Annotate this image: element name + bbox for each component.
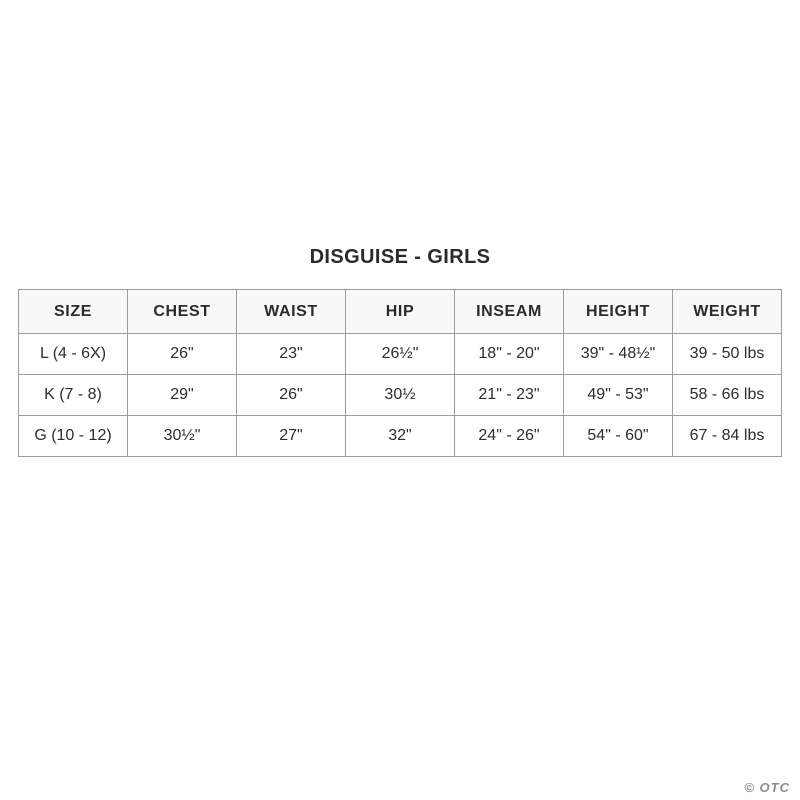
size-chart-header	[19, 290, 782, 334]
size-chart-table	[18, 289, 782, 457]
cell-height: 49" - 53"	[564, 375, 673, 416]
cell-weight: 67 - 84 lbs	[673, 416, 782, 457]
header-row	[19, 290, 782, 334]
cell-chest: 30½"	[128, 416, 237, 457]
cell-hip: 30½	[346, 375, 455, 416]
header-cell-chest: CHEST	[128, 290, 237, 334]
cell-hip: 26½"	[346, 334, 455, 375]
table-row	[19, 375, 782, 416]
cell-waist: 26"	[237, 375, 346, 416]
cell-weight: 39 - 50 lbs	[673, 334, 782, 375]
header-cell-hip: HIP	[346, 290, 455, 334]
cell-height: 39" - 48½"	[564, 334, 673, 375]
cell-size-label: G (10 - 12)	[19, 416, 128, 457]
cell-inseam: 18" - 20"	[455, 334, 564, 375]
cell-size-label: K (7 - 8)	[19, 375, 128, 416]
page-title: DISGUISE - GIRLS	[309, 246, 491, 268]
cell-inseam: 24" - 26"	[455, 416, 564, 457]
header-cell-inseam: INSEAM	[455, 290, 564, 334]
cell-waist: 23"	[237, 334, 346, 375]
otc-watermark: © OTC	[744, 780, 790, 795]
cell-chest: 29"	[128, 375, 237, 416]
cell-weight: 58 - 66 lbs	[673, 375, 782, 416]
table-row	[19, 416, 782, 457]
header-cell-waist: WAIST	[237, 290, 346, 334]
cell-inseam: 21" - 23"	[455, 375, 564, 416]
cell-size-label: L (4 - 6X)	[19, 334, 128, 375]
header-cell-weight: WEIGHT	[673, 290, 782, 334]
cell-height: 54" - 60"	[564, 416, 673, 457]
cell-waist: 27"	[237, 416, 346, 457]
header-cell-height: HEIGHT	[564, 290, 673, 334]
cell-hip: 32"	[346, 416, 455, 457]
cell-chest: 26"	[128, 334, 237, 375]
table-row	[19, 334, 782, 375]
size-chart-body	[19, 334, 782, 457]
header-cell-size: SIZE	[19, 290, 128, 334]
